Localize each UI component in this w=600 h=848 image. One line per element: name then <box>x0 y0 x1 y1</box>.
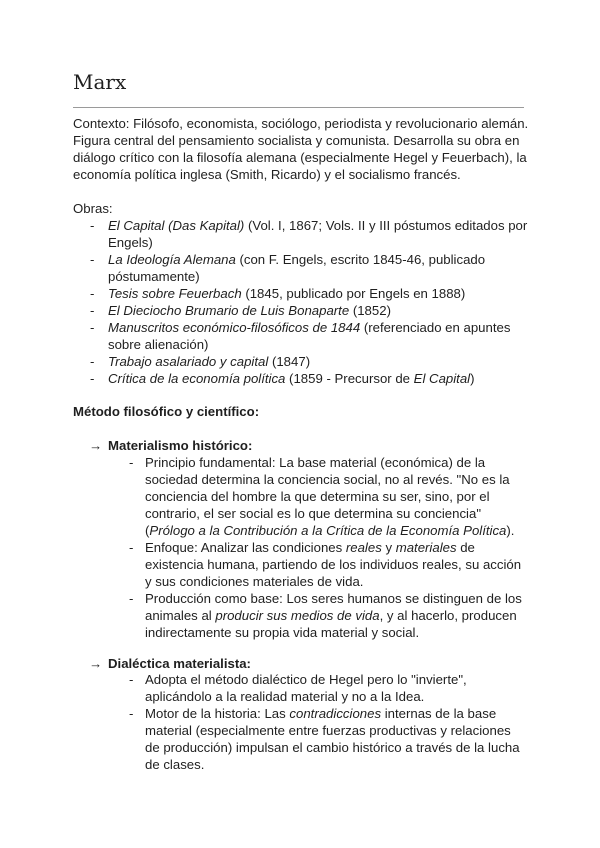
dialectics-item: - Adopta el método dialéctico de Hegel pero lo "invierte", aplicándolo a la realidad material y no a la Idea. <box>108 671 526 705</box>
works-item: - El Dieciocho Brumario de Luis Bonaparte (1852) <box>73 302 533 319</box>
works-section <box>73 200 533 387</box>
works-item: - Trabajo asalariado y capital (1847) <box>73 353 533 370</box>
materialism-list <box>108 454 526 641</box>
works-item: - La Ideología Alemana (con F. Engels, escrito 1845-46, publicado póstumamente) <box>73 251 533 285</box>
works-item: - El Capital (Das Kapital) (Vol. I, 1867; Vols. II y III póstumos editados por Engels) <box>73 217 533 251</box>
works-item: - Crítica de la economía política (1859 - Precursor de El Capital) <box>73 370 533 387</box>
materialism-item: - Enfoque: Analizar las condiciones reales y materiales de existencia humana, partiendo de los individuos reales, su acción y sus condiciones materiales de vida. <box>108 539 526 590</box>
arrow-right-icon: → <box>89 438 103 453</box>
works-item: - Manuscritos económico-filosóficos de 1844 (referenciado en apuntes sobre alienación) <box>73 319 533 353</box>
context-paragraph: Contexto: Filósofo, economista, sociólogo, periodista y revolucionario alemán. Figura central del pensamiento socialista y comunista. Desarrolla su obra en diálogo crítico con la filosofía alemana (especialmente Hegel y Feuerbach), la economía política inglesa (Smith, Ricardo) y el socialismo francés. <box>73 116 529 182</box>
title-divider <box>73 107 524 108</box>
materialism-heading: → Materialismo histórico: <box>89 438 253 453</box>
works-list <box>73 217 533 387</box>
materialism-item: - Principio fundamental: La base material (económica) de la sociedad determina la conciencia social, no al revés. "No es la conciencia del hombre la que determina su ser, sino, por el contrario, el ser social es lo que determina su conciencia" (Prólogo a la Contribución a la Crítica de la Economía Política). <box>108 454 526 539</box>
dialectics-list <box>108 671 526 773</box>
dialectics-heading: → Dialéctica materialista: <box>89 656 251 671</box>
method-heading: Método filosófico y científico: <box>73 404 260 419</box>
page-title: Marx <box>73 70 127 94</box>
arrow-right-icon: → <box>89 656 103 671</box>
materialism-item: - Producción como base: Los seres humanos se distinguen de los animales al producir sus medios de vida, y al hacerlo, producen indirectamente su propia vida material y social. <box>108 590 526 641</box>
dialectics-item: - Motor de la historia: Las contradicciones internas de la base material (especialmente entre fuerzas productivas y relaciones de producción) impulsan el cambio histórico a través de la lucha de clases. <box>108 705 526 773</box>
works-item: - Tesis sobre Feuerbach (1845, publicado por Engels en 1888) <box>73 285 533 302</box>
works-label: Obras: <box>73 201 113 216</box>
